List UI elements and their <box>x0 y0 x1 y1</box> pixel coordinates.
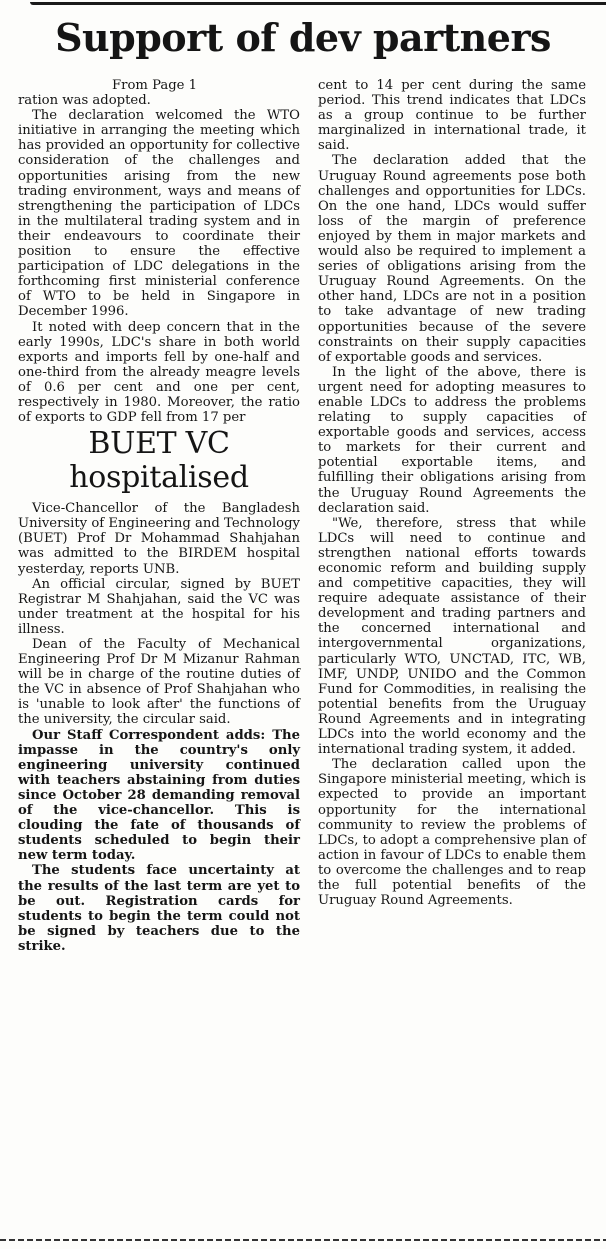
story-paragraph: An official circular, signed by BUET Registrar M Shahjahan, said the VC was under treatment at the hospital for his illness. <box>18 576 300 637</box>
top-border <box>0 0 606 8</box>
jump-line: From Page 1 <box>112 78 198 93</box>
paragraph: ration was adopted. <box>18 93 151 109</box>
subheadline-line-2: hospitalised <box>69 460 249 496</box>
story-paragraph: Vice-Chancellor of the Bangladesh University of Engineering and Technology (BUET) Prof Dr Mohammad Shahjahan was admitted to the BIRDEM hospital yesterday, reports UNB. <box>18 501 300 577</box>
paragraph: The declaration called upon the Singapore ministerial meeting, which is expected to provide an important opportunity for the international community to review the problems of LDCs, to adopt a comprehensive plan of action in favour of LDCs to enable them to overcome the challenges and to reap the full potential benefits of the Uruguay Round Agreements. <box>318 757 586 909</box>
paragraph: The declaration welcomed the WTO initiative in arranging the meeting which has provided an opportunity for collective consideration of the challenges and opportunities arising from the new trading environment, ways and means of strengthening the participation of LDCs in the multilateral trading system and in their endeavours to coordinate their position to ensure the effective participation of LDC delegations in the forthcoming first ministerial conference of WTO to be held in Singapore in December 1996. <box>18 108 300 320</box>
bold-paragraph: Our Staff Correspondent adds: The impasse in the country's only engineering university continued with teachers abstaining from duties since October 28 demanding removal of the vice-chancellor. This is clouding the fate of thousands of students scheduled to begin their new term today. <box>18 727 300 864</box>
paragraph: "We, therefore, stress that while LDCs will need to continue and strengthen national efforts towards economic reform and building supply and competitive capacities, they will require adequate assistance of their development and trading partners and the concerned international and intergovernmental organizations, particularly WTO, UNCTAD, ITC, WB, IMF, UNDP, UNIDO and the Common Fund for Commodities, in realising the potential benefits from the Uruguay Round Agreements and in integrating LDCs into the world economy and the international trading system, it added. <box>318 515 586 758</box>
bottom-rule <box>0 1239 606 1241</box>
paragraph: It noted with deep concern that in the early 1990s, LDC's share in both world exports and imports fell by one-half and one-third from the already meagre levels of 0.6 per cent and one per cent, respectively in 1980. Moreover, the ratio of exports to GDP fell from 17 per <box>18 319 300 426</box>
headline: Support of dev partners <box>55 15 551 60</box>
subheadline-line-1: BUET VC <box>88 426 230 462</box>
story-paragraph: Dean of the Faculty of Mechanical Engineering Prof Dr M Mizanur Rahman will be in charge of the routine duties of the VC in absence of Prof Shahjahan who is 'unable to look after' the functions of the university, the circular said. <box>18 637 300 728</box>
paragraph: cent to 14 per cent during the same period. This trend indicates that LDCs as a group continue to be further marginalized in international trade, it said. <box>318 78 586 154</box>
subheadline <box>18 427 300 495</box>
paragraph: In the light of the above, there is urgent need for adopting measures to enable LDCs to address the problems relating to supply capacities of exportable goods and services, access to markets for their current and potential exportable items, and fulfilling their obligations arising from the Uruguay Round Agreements the declaration said. <box>318 364 586 516</box>
paragraph: The declaration added that the Uruguay Round agreements pose both challenges and opportunities for LDCs. On the one hand, LDCs would suffer loss of the margin of preference enjoyed by them in major markets and would also be required to implement a series of obligations arising from the Uruguay Round Agreements. On the other hand, LDCs are not in a position to take advantage of new trading opportunities because of the severe constraints on their supply capacities of exportable goods and services. <box>318 153 586 365</box>
right-column <box>318 78 586 908</box>
bold-paragraph: The students face uncertainty at the results of the last term are yet to be out. Registration cards for students to begin the term could not be signed by teachers due to the strike. <box>18 863 300 954</box>
left-column <box>18 78 300 954</box>
